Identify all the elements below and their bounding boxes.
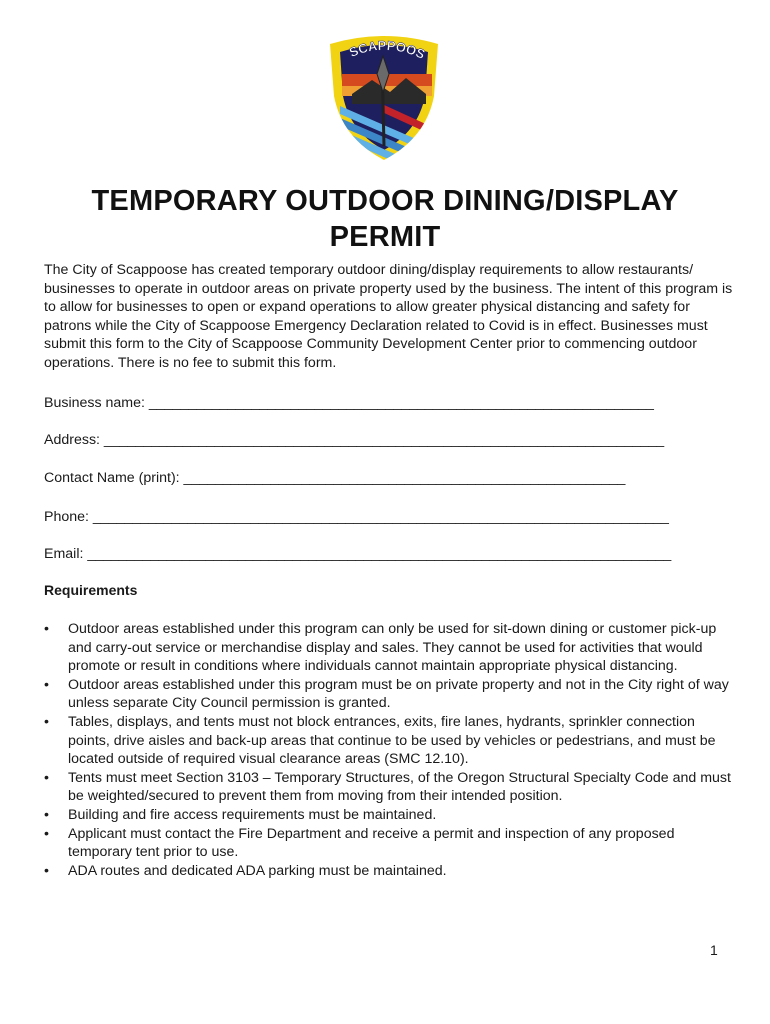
list-item <box>44 676 734 713</box>
page-number: 1 <box>710 942 718 958</box>
list-item <box>44 713 734 769</box>
page-title: TEMPORARY OUTDOOR DINING/DISPLAY PERMIT <box>91 185 679 253</box>
address-field[interactable]: Address: _______________________________________________________________________ <box>44 432 665 448</box>
requirement-text: Outdoor areas established under this program must be on private property and not in the City right of way unless separate City Council permission is granted. <box>68 676 729 712</box>
list-item <box>44 620 734 676</box>
requirement-text: Applicant must contact the Fire Department and receive a permit and inspection of any proposed temporary tent prior to use. <box>68 825 675 861</box>
logo-text: SCAPPOOS <box>346 37 428 62</box>
list-item <box>44 769 734 806</box>
bullet-icon: • <box>44 862 49 879</box>
bullet-icon: • <box>44 713 49 730</box>
requirement-text: ADA routes and dedicated ADA parking must be maintained. <box>68 862 447 879</box>
phone-field[interactable]: Phone: _________________________________________________________________________ <box>44 509 669 525</box>
requirement-text: Tents must meet Section 3103 – Temporary Structures, of the Oregon Structural Specialty Code and must be weighted/secured to prevent them from moving from their intended position. <box>68 769 731 805</box>
bullet-icon: • <box>44 825 49 842</box>
requirement-text: Outdoor areas established under this program can only be used for sit-down dining or customer pick-up and carry-out service or merchandise display and sales. They cannot be used for activities that would promote or result in conditions where individuals cannot maintain appropriate physical distancing. <box>68 621 717 675</box>
list-item <box>44 825 734 862</box>
bullet-icon: • <box>44 676 49 693</box>
intro-paragraph: The City of Scappoose has created temporary outdoor dining/display requirements to allow restaurants/ businesses to operate in outdoor areas on private property used by the business. The intent of this program is to allow for businesses to open or expand operations to allow greater physical distancing and safety for patrons while the City of Scappoose Emergency Declaration related to Covid is in effect. Businesses must submit this form to the City of Scappoose Community Development Center prior to commencing outdoor operations. There is no fee to submit this form. <box>44 262 733 371</box>
city-shield-logo <box>322 34 446 164</box>
list-item <box>44 806 734 825</box>
contact-name-field[interactable]: Contact Name (print): ________________________________________________________ <box>44 470 626 486</box>
business-name-field[interactable]: Business name: ________________________________________________________________ <box>44 395 654 411</box>
requirements-heading: Requirements <box>44 582 138 598</box>
list-item <box>44 862 734 881</box>
bullet-icon: • <box>44 806 49 823</box>
bullet-icon: • <box>44 769 49 786</box>
email-field[interactable]: Email: __________________________________________________________________________ <box>44 546 672 562</box>
bullet-icon: • <box>44 621 49 637</box>
requirement-text: Tables, displays, and tents must not block entrances, exits, fire lanes, hydrants, sprinkler connection points, drive aisles and back-up areas that continue to be used by vehicles or pedestrians, and must be located outside of required visual clearance areas (SMC 12.10). <box>68 713 716 768</box>
requirements-list <box>44 620 734 880</box>
requirement-text: Building and fire access requirements must be maintained. <box>68 806 437 823</box>
